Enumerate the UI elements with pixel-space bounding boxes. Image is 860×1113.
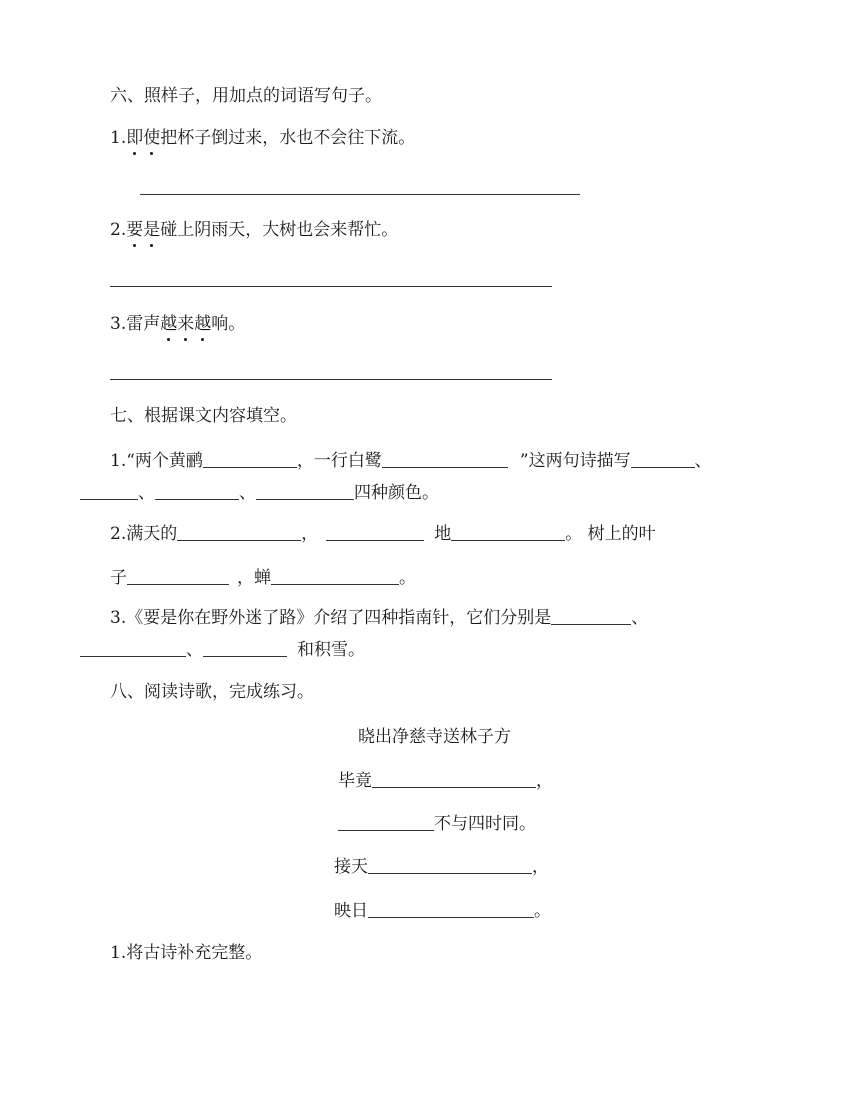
q3-pre: 雷声 xyxy=(126,314,161,334)
poem-line-1 xyxy=(338,769,553,793)
text: ，蝉 xyxy=(237,568,271,588)
blank[interactable] xyxy=(177,522,301,541)
poem-title: 晓出净慈寺送林子方 xyxy=(358,727,511,747)
text: 1.“两个黄鹂 xyxy=(110,451,203,471)
text: 。 xyxy=(399,568,416,588)
blank[interactable] xyxy=(382,449,508,468)
text: 毕竟 xyxy=(338,771,372,791)
poem-line-2 xyxy=(338,812,536,836)
q3-number: 3. xyxy=(110,314,127,334)
section7-q2-line1 xyxy=(110,522,656,546)
dotted-word: 越 xyxy=(160,314,178,334)
text: 、 xyxy=(186,640,203,660)
poem-line-3 xyxy=(334,855,549,879)
text: ， xyxy=(301,524,319,544)
blank[interactable] xyxy=(80,481,138,500)
q2-number: 2. xyxy=(110,220,127,240)
section7-q3-line2 xyxy=(80,638,365,662)
dotted-word: 即 xyxy=(126,128,144,148)
text: ， xyxy=(536,771,553,791)
answer-line-3[interactable] xyxy=(110,379,552,380)
dotted-word: 是 xyxy=(143,220,161,240)
answer-line-2[interactable] xyxy=(110,286,552,287)
q1-text: 把杯子倒过来，水也不会往下流。 xyxy=(160,128,416,148)
q3-text: 响。 xyxy=(211,314,246,334)
blank[interactable] xyxy=(80,638,186,657)
text: 和积雪。 xyxy=(297,640,365,660)
text: 、 xyxy=(239,483,256,503)
text: 子 xyxy=(110,568,127,588)
blank[interactable] xyxy=(155,481,239,500)
section7-q3-line1 xyxy=(110,606,648,630)
text: ， xyxy=(532,857,549,877)
blank[interactable] xyxy=(203,638,287,657)
text: 、 xyxy=(138,483,155,503)
dotted-word: 使 xyxy=(143,128,161,148)
answer-line-1[interactable] xyxy=(140,194,580,195)
poem-line-4 xyxy=(334,899,551,923)
section7-q1-line2 xyxy=(80,481,439,505)
text: 不与四时同。 xyxy=(434,814,536,834)
text: 3.《要是你在野外迷了路》介绍了四种指南针，它们分别是 xyxy=(110,608,552,628)
blank[interactable] xyxy=(256,481,354,500)
dotted-word: 越 xyxy=(194,314,212,334)
blank[interactable] xyxy=(127,566,229,585)
blank[interactable] xyxy=(271,566,399,585)
dotted-word: 要 xyxy=(126,220,144,240)
blank[interactable] xyxy=(372,769,536,788)
text: 。 xyxy=(534,901,551,921)
blank[interactable] xyxy=(631,449,695,468)
text: 四种颜色。 xyxy=(354,483,439,503)
text: ，一行白鹭 xyxy=(296,451,382,471)
section6-q1 xyxy=(110,126,415,150)
blank[interactable] xyxy=(368,855,532,874)
blank[interactable] xyxy=(338,812,434,831)
dotted-word: 来 xyxy=(177,314,195,334)
blank[interactable] xyxy=(203,449,297,468)
text: 2.满天的 xyxy=(110,524,178,544)
text: 映日 xyxy=(334,901,368,921)
q2-text: 碰上阴雨天，大树也会来帮忙。 xyxy=(160,220,399,240)
section7-q2-line2 xyxy=(110,566,416,590)
section6-q2 xyxy=(110,218,398,242)
text: 。 树上的叶 xyxy=(565,524,656,544)
text: 、 xyxy=(694,451,712,471)
section6-q3 xyxy=(110,312,245,336)
section8-title: 八、阅读诗歌，完成练习。 xyxy=(110,682,314,702)
blank[interactable] xyxy=(326,522,424,541)
section7-q1-line1 xyxy=(110,449,712,473)
section6-title: 六、照样子，用加点的词语写句子。 xyxy=(110,86,382,106)
q1-number: 1. xyxy=(110,128,127,148)
section7-title: 七、根据课文内容填空。 xyxy=(110,406,297,426)
text: 接天 xyxy=(334,857,368,877)
blank[interactable] xyxy=(451,522,565,541)
text: 、 xyxy=(631,608,649,628)
blank[interactable] xyxy=(551,606,631,625)
text: ”这两句诗描写 xyxy=(519,451,631,471)
blank[interactable] xyxy=(368,899,534,918)
section8-q1: 1.将古诗补充完整。 xyxy=(110,943,263,963)
text: 地 xyxy=(434,524,452,544)
